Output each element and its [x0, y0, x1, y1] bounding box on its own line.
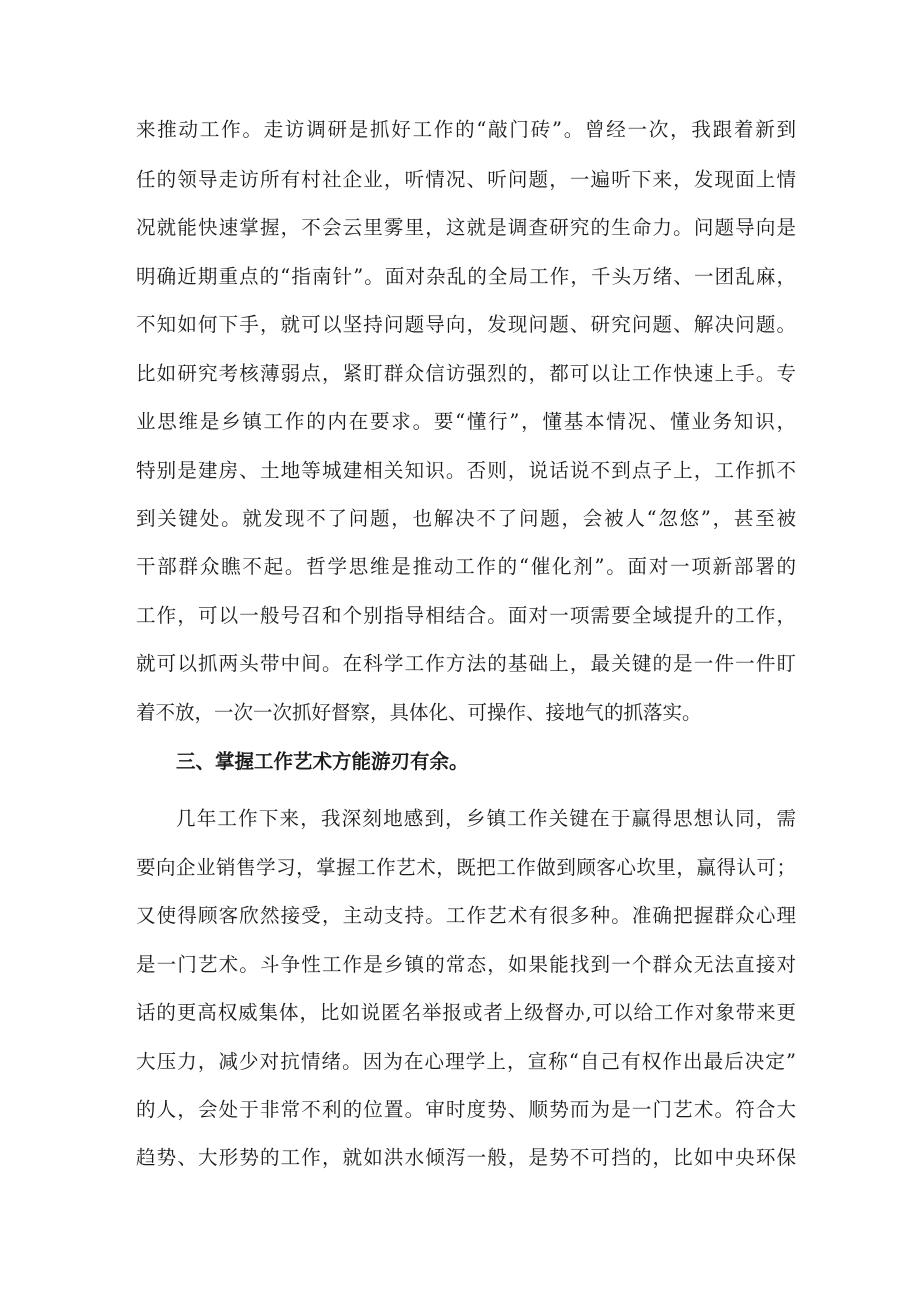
body-text-line: 况就能快速掌握，不会云里雾里，这就是调查研究的生命力。问题导向是 [136, 216, 796, 239]
body-text-line: 趋势、大形势的工作，就如洪水倾泻一般，是势不可挡的，比如中央环保 [136, 1146, 796, 1169]
body-text-line: 到关键处。就发现不了问题，也解决不了问题，会被人“忽悠”，甚至被 [136, 507, 796, 530]
body-text-line: 干部群众瞧不起。哲学思维是推动工作的“催化剂”。面对一项新部署的 [136, 555, 796, 578]
body-text-line: 就可以抓两头带中间。在科学工作方法的基础上，最关键的是一件一件盯 [136, 652, 796, 675]
body-text-line: 是一门艺术。斗争性工作是乡镇的常态，如果能找到一个群众无法直接对 [136, 953, 796, 976]
body-text-line: 比如研究考核薄弱点，紧盯群众信访强烈的，都可以让工作快速上手。专 [136, 362, 796, 385]
body-text-line: 业思维是乡镇工作的内在要求。要“懂行”，懂基本情况、懂业务知识， [136, 410, 796, 433]
body-text-line: 着不放，一次一次抓好督察，具体化、可操作、接地气的抓落实。 [136, 701, 702, 724]
body-text-line: 任的领导走访所有村社企业，听情况、听问题，一遍听下来，发现面上情 [136, 168, 796, 191]
body-text-line: 要向企业销售学习，掌握工作艺术，既把工作做到顾客心坎里，赢得认可； [136, 856, 796, 879]
body-text-line: 话的更高权威集体，比如说匿名举报或者上级督办,可以给工作对象带来更 [136, 1001, 796, 1024]
body-text-line: 大压力，减少对抗情绪。因为在心理学上，宣称“自己有权作出最后决定” [136, 1050, 796, 1073]
body-text-line: 不知如何下手，就可以坚持问题导向，发现问题、研究问题、解决问题。 [136, 313, 796, 336]
body-text-line: 几年工作下来，我深刻地感到，乡镇工作关键在于赢得思想认同，需 [176, 807, 796, 830]
body-text-line: 工作，可以一般号召和个别指导相结合。面对一项需要全域提升的工作， [136, 604, 796, 627]
body-text-line: 特别是建房、土地等城建相关知识。否则，说话说不到点子上，工作抓不 [136, 459, 796, 482]
body-text-line: 又使得顾客欣然接受，主动支持。工作艺术有很多种。准确把握群众心理 [136, 904, 796, 927]
section-heading: 三、掌握工作艺术方能游刃有余。 [176, 750, 469, 773]
body-text-line: 的人，会处于非常不利的位置。审时度势、顺势而为是一门艺术。符合大 [136, 1098, 796, 1121]
body-text-line: 来推动工作。走访调研是抓好工作的“敲门砖”。曾经一次，我跟着新到 [136, 118, 796, 141]
body-text-line: 明确近期重点的“指南针”。面对杂乱的全局工作，千头万绪、一团乱麻， [136, 265, 796, 288]
